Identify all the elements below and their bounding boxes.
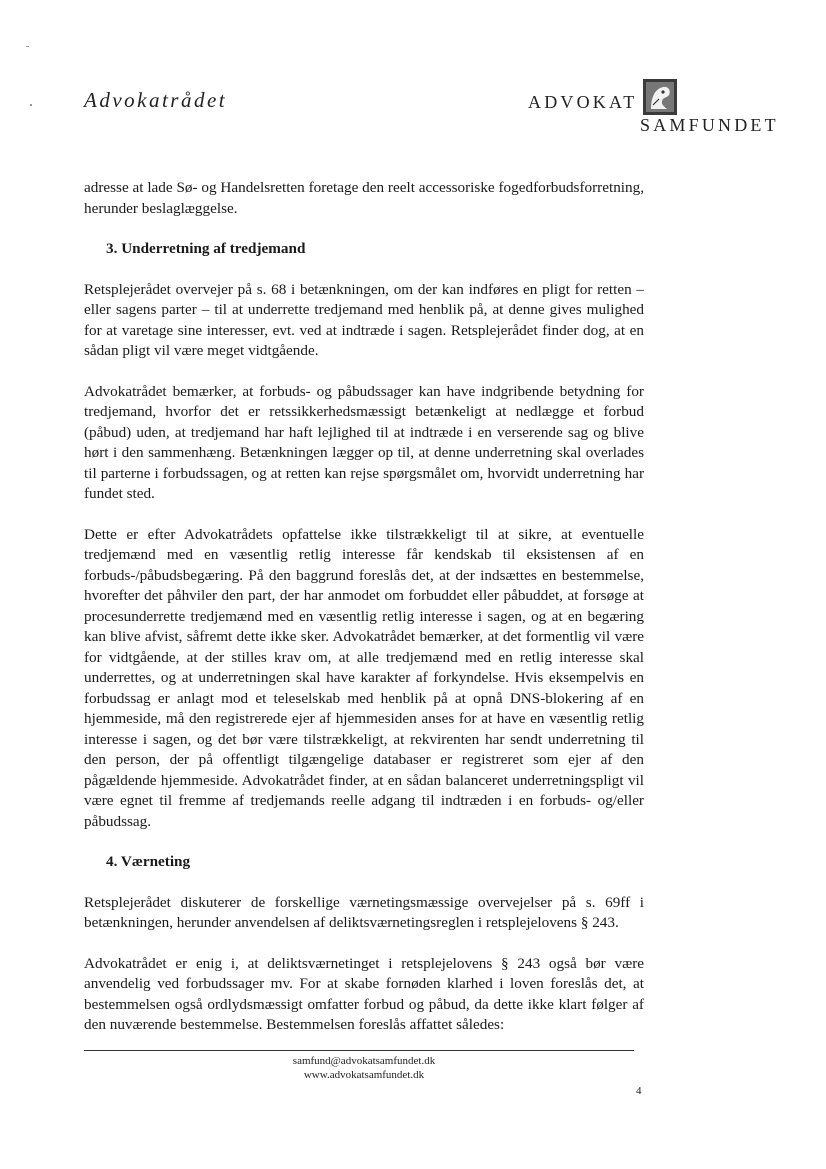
document-body <box>84 178 644 1056</box>
footer-divider <box>84 1050 634 1051</box>
footer-email-link[interactable]: samfund@advokatsamfundet.dk <box>292 1055 436 1067</box>
paragraph: Retsplejerådet diskuterer de forskellige værnetingsmæssige overvejelser på s. 69ff i betænkningen, herunder anvendelsen af deliktsværnetingsreglen i retsplejelovens § 243. <box>84 893 644 931</box>
scan-artifact <box>26 46 29 47</box>
paragraph: Advokatrådet bemærker, at forbuds- og påbudssager kan have indgribende betydning for tredjemand, hvorfor det er retssikkerhedsmæssigt betænkeligt at nedlægge et forbud (påbud) uden, at tredjemand har haft lejlighed til at indtræde i en verserende sag og blive hørt i den sammenhæng. Betænkningen lægger op til, at denne underretning skal overlades til parterne i forbudssagen, og at retten kan rejse spørgsmålet om, hvorvidt underretning har fundet sted. <box>84 382 644 502</box>
header-title: Advokatrådet <box>84 88 228 112</box>
page-number: 4 <box>636 1085 642 1097</box>
section-heading-vaerneting: 4. Værneting <box>106 853 191 870</box>
footer <box>84 1054 644 1082</box>
scan-artifact <box>30 104 32 106</box>
footer-website-link[interactable]: www.advokatsamfundet.dk <box>303 1069 425 1081</box>
paragraph: Advokatrådet er enig i, at deliktsværnetinget i retsplejelovens § 243 også bør være anvendelig ved forbudssager mv. For at skabe fornøden klarhed i loven foreslås det, at bestemmelsen også ordlydsmæssigt omfatter forbud og påbud, da dette ikke klart følger af den nuværende bestemmelse. Bestemmelsen foreslås affattet således: <box>84 954 644 1033</box>
logo-text-advokat: ADVOKAT <box>528 92 638 112</box>
paragraph-continued: adresse at lade Sø- og Handelsretten foretage den reelt accessoriske fogedforbudsforretning, herunder beslaglæggelse. <box>84 179 644 217</box>
logo-text-samfundet: SAMFUNDET <box>640 115 779 135</box>
paragraph: Retsplejerådet overvejer på s. 68 i betænkningen, om der kan indføres en pligt for retten – eller sagens parter – til at underrette tredjemand med henblik på, at denne gives mulighed for at varetage sine interesser, evt. ved at indtræde i sagen. Retsplejerådet finder dog, at en sådan pligt vil være meget vidtgående. <box>84 280 644 359</box>
section-heading-underretning: 3. Underretning af tredjemand <box>106 240 306 257</box>
paragraph: Dette er efter Advokatrådets opfattelse ikke tilstrækkeligt til at sikre, at eventuelle tredjemænd med en væsentlig retlig interesse får kendskab til eksistensen af en forbuds-/påbudsbegæring. På den baggrund foreslås det, at der indsættes en bestemmelse, hvorefter det påhviler den part, der har anmodet om forbuddet eller påbuddet, at forsøge at procesunderrette tredjemænd med en væsentlig retlig interesse i sagen, og at en begæring kan blive afvist, såfremt dette ikke sker. Advokatrådet bemærker, at det formentlig vil være for vidtgående, at der stilles krav om, at alle tredjemænd med en retlig interesse skal underrettes, og at underretningen skal have karakter af forkyndelse. Hvis eksempelvis en forbudssag er anlagt mod et teleselskab med henblik på at opnå DNS-blokering af en hjemmeside, må den registrerede ejer af hjemmesiden anses for at have en væsentlig retlig interesse i sagen, og det bør være tilstrækkeligt, at rekvirenten har sendt underretning til den person, der på offentligt tilgængelige databaser er registreret som ejer af den pågældende hjemmeside. Advokatrådet finder, at en sådan balanceret underretningspligt vil være egnet til fremme af tredjemands reelle adgang til indtræden i en forbuds- og/eller påbudssag. <box>84 525 644 830</box>
advokatsamfundet-emblem-icon <box>643 79 677 115</box>
